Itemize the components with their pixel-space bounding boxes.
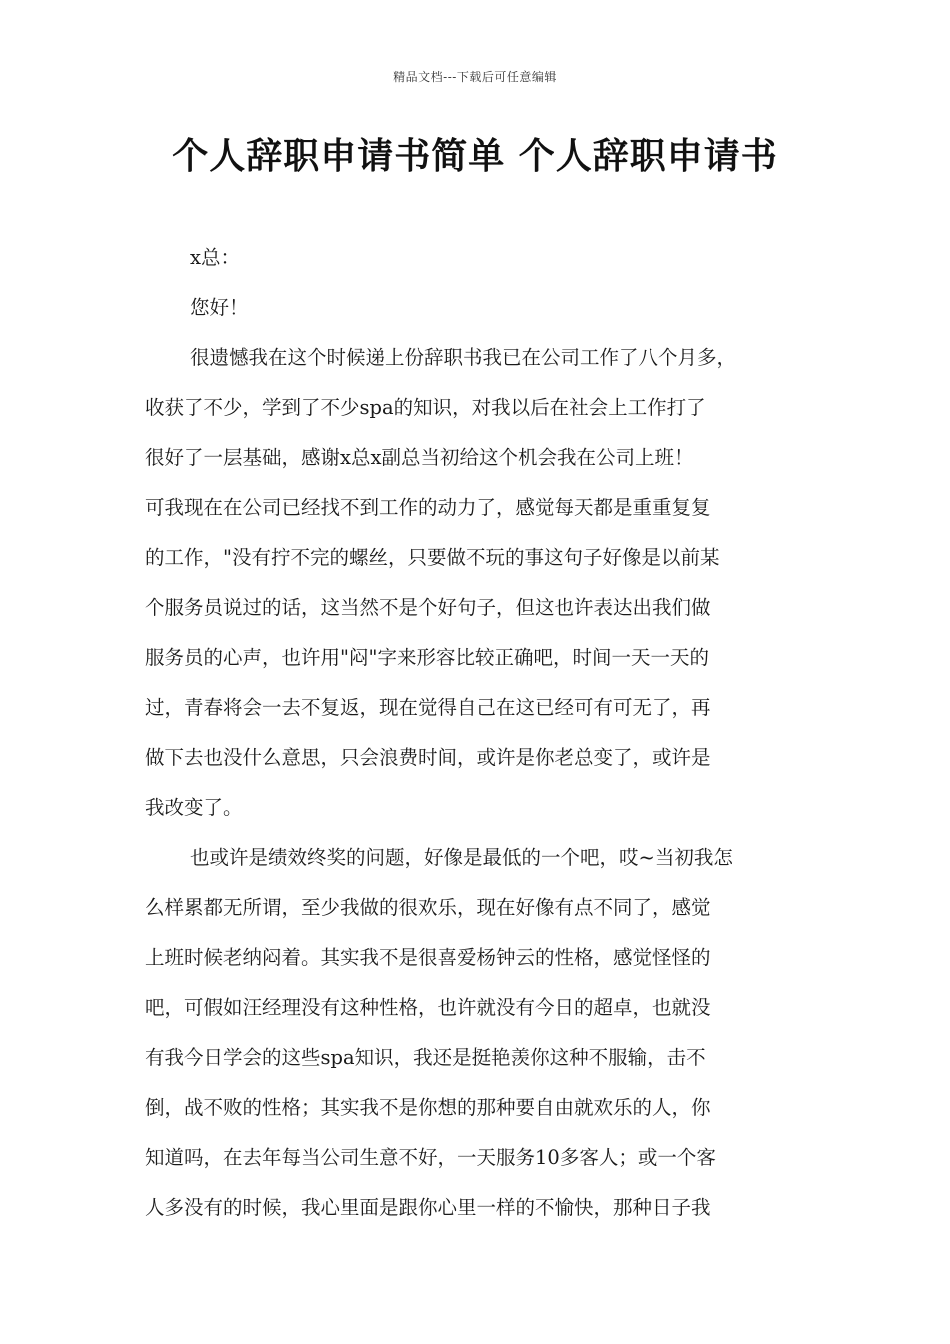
paragraph-line: 么样累都无所谓，至少我做的很欢乐，现在好像有点不同了，感觉 [145, 896, 711, 919]
document-title: 个人辞职申请书简单 个人辞职申请书 [172, 136, 778, 177]
salutation-line: x总： [190, 246, 240, 269]
paragraph-line: 倒，战不败的性格；其实我不是你想的那种要自由就欢乐的人，你 [145, 1096, 711, 1119]
paragraph-line: 过，青春将会一去不复返，现在觉得自己在这已经可有可无了，再 [145, 696, 711, 719]
paragraph-line: 服务员的心声，也许用"闷"字来形容比较正确吧，时间一天一天的 [145, 646, 709, 669]
paragraph-line: 收获了不少，学到了不少spa的知识，对我以后在社会上工作打了 [145, 396, 706, 419]
greeting-line: 您好！ [190, 296, 249, 319]
paragraph-line: 做下去也没什么意思，只会浪费时间，或许是你老总变了，或许是 [145, 746, 711, 769]
paragraph-line: 上班时候老纳闷着。其实我不是很喜爱杨钟云的性格，感觉怪怪的 [145, 946, 711, 969]
header-note: 精品文档---下载后可任意编辑 [393, 70, 557, 84]
paragraph-line: 有我今日学会的这些spa知识，我还是挺艳羡你这种不服输，击不 [145, 1046, 706, 1069]
paragraph-line: 也或许是绩效终奖的问题，好像是最低的一个吧，哎~当初我怎 [190, 846, 733, 869]
paragraph-line: 知道吗，在去年每当公司生意不好，一天服务10多客人；或一个客 [145, 1146, 716, 1169]
paragraph-line: 很好了一层基础，感谢x总x副总当初给这个机会我在公司上班！ [145, 446, 694, 469]
paragraph-line: 吧，可假如汪经理没有这种性格，也许就没有今日的超卓，也就没 [145, 996, 711, 1019]
letter-body [145, 233, 810, 1233]
paragraph-line: 可我现在在公司已经找不到工作的动力了，感觉每天都是重重复复 [145, 496, 711, 519]
paragraph-line: 人多没有的时候，我心里面是跟你心里一样的不愉快，那种日子我 [145, 1196, 711, 1219]
paragraph-line: 很遗憾我在这个时候递上份辞职书我已在公司工作了八个月多， [190, 346, 737, 369]
paragraph-line: 的工作，"没有拧不完的螺丝，只要做不玩的事这句子好像是以前某 [145, 546, 720, 569]
paragraph-line: 个服务员说过的话，这当然不是个好句子，但这也许表达出我们做 [145, 596, 711, 619]
paragraph-line: 我改变了。 [145, 796, 243, 819]
